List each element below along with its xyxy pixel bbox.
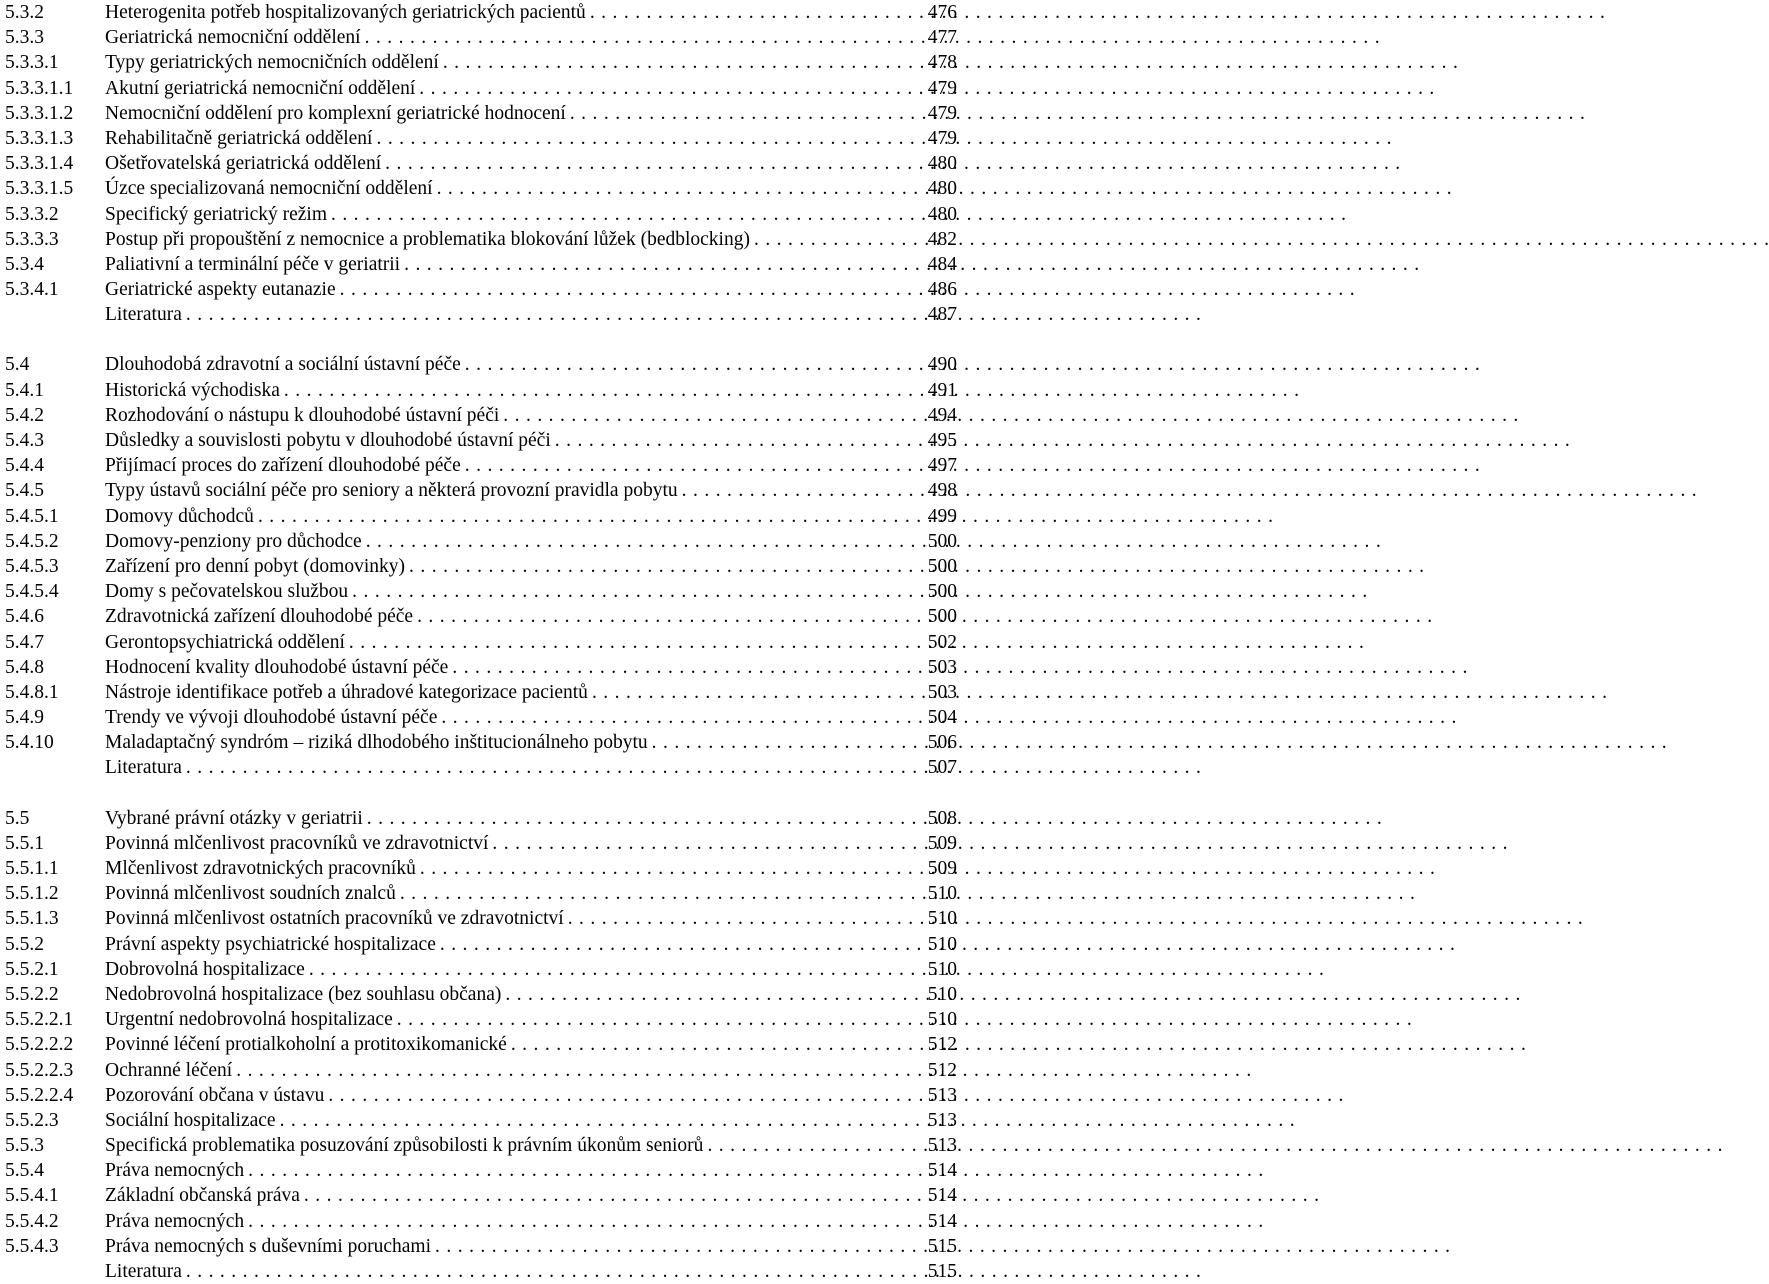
dot-leader xyxy=(366,529,919,554)
toc-entry-page-number: 484 xyxy=(927,253,957,275)
toc-entry xyxy=(5,252,957,277)
toc-entry xyxy=(5,705,957,730)
toc-entry-title: Zdravotnická zařízení dlouhodobé péče xyxy=(105,606,414,628)
dot-leader xyxy=(340,277,919,302)
toc-entry-number: 5.5.2.2.1 xyxy=(5,1009,74,1031)
toc-entry-title: Povinná mlčenlivost pracovníků ve zdravotnictví xyxy=(105,832,489,854)
toc-entry xyxy=(5,906,957,931)
toc-entry-page-number: 486 xyxy=(927,279,957,301)
dot-leader xyxy=(367,806,919,831)
dot-leader xyxy=(331,202,919,227)
toc-entry xyxy=(5,453,957,478)
toc-entry-number: 5.4.7 xyxy=(5,631,44,653)
toc-entry-page-number: 508 xyxy=(927,807,957,829)
toc-entry-title: Akutní geriatrická nemocniční oddělení xyxy=(105,77,416,99)
toc-entry-page-number: 509 xyxy=(927,858,957,879)
toc-entry-number: 5.3.3.1.3 xyxy=(5,127,74,149)
toc-entry-number: 5.4.10 xyxy=(5,732,54,754)
dot-leader xyxy=(248,1209,919,1234)
toc-entry-title: Sociální hospitalizace xyxy=(105,1109,276,1131)
toc-entry xyxy=(5,403,957,428)
toc-entry-title: Zařízení pro denní pobyt (domovinky) xyxy=(105,555,406,577)
toc-entry xyxy=(5,126,957,151)
dot-leader xyxy=(328,1083,919,1108)
toc-entry-number: 5.3.4.1 xyxy=(5,279,59,301)
toc-entry-page-number: 494 xyxy=(927,404,957,426)
toc-entry xyxy=(5,352,957,377)
toc-entry-number: 5.4.5 xyxy=(5,480,44,502)
toc-entry-number: 5.5.4.1 xyxy=(5,1185,59,1207)
toc-entry xyxy=(5,277,957,302)
toc-entry xyxy=(5,76,957,101)
toc-entry-number: 5.3.4 xyxy=(5,253,44,275)
toc-entry-page-number: 510 xyxy=(927,933,957,955)
dot-leader xyxy=(352,579,919,604)
toc-entry-title: Mlčenlivost zdravotnických pracovníků xyxy=(105,858,416,879)
toc-entry-number: 5.3.3.1.4 xyxy=(5,153,74,175)
toc-entry xyxy=(5,478,957,503)
toc-entry-number: 5.3.3 xyxy=(5,27,44,49)
toc-entry-page-number: 497 xyxy=(927,455,957,477)
toc-entry-title: Literatura xyxy=(105,304,182,326)
toc-entry-number: 5.4.1 xyxy=(5,379,44,401)
toc-entry-number: 5.5.4.2 xyxy=(5,1210,59,1232)
toc-entry-page-number: 479 xyxy=(927,127,957,149)
toc-entry-page-number: 513 xyxy=(927,1135,957,1157)
toc-entry-page-number: 480 xyxy=(927,203,957,225)
dot-leader xyxy=(376,126,919,151)
dot-leader xyxy=(385,151,919,176)
toc-entry-title: Práva nemocných s duševními poruchami xyxy=(105,1235,432,1257)
toc-entry-page-number: 480 xyxy=(927,178,957,200)
toc-entry xyxy=(5,1183,957,1208)
toc-entry-page-number: 499 xyxy=(927,505,957,527)
toc-entry xyxy=(5,982,957,1007)
toc-entry-title: Domy s pečovatelskou službou xyxy=(105,581,349,603)
toc-entry-title: Rehabilitačně geriatrická oddělení xyxy=(105,127,373,149)
dot-leader xyxy=(682,478,919,503)
toc-entry-number: 5.5.2.2.2 xyxy=(5,1034,74,1056)
toc-entry-page-number: 507 xyxy=(927,757,957,779)
toc-entry-title: Maladaptačný syndróm – riziká dlhodobého inštitucionálneho pobytu xyxy=(105,732,648,754)
dot-leader xyxy=(505,982,919,1007)
toc-entry xyxy=(5,579,957,604)
toc-entry-title: Dlouhodobá zdravotní a sociální ústavní péče xyxy=(105,354,461,376)
toc-entry-number: 5.4.2 xyxy=(5,404,44,426)
toc-entry-title: Literatura xyxy=(105,757,182,779)
toc-entry-title: Nedobrovolná hospitalizace (bez souhlasu občana) xyxy=(105,983,502,1005)
toc-entry xyxy=(5,1259,957,1284)
toc-entry-page-number: 510 xyxy=(927,983,957,1005)
dot-leader xyxy=(440,932,919,957)
toc-entry-page-number: 491 xyxy=(927,379,957,401)
toc-entry-page-number: 479 xyxy=(927,77,957,99)
toc-entry-title: Přijímací proces do zařízení dlouhodobé péče xyxy=(105,455,461,477)
toc-entry xyxy=(5,1234,957,1259)
dot-leader xyxy=(707,1133,919,1158)
toc-entry-page-number: 515 xyxy=(927,1261,957,1282)
toc-entry-title: Povinná mlčenlivost soudních znalců xyxy=(105,883,396,905)
toc-entry-page-number: 487 xyxy=(927,304,957,326)
toc-entry-number: 5.5.2 xyxy=(5,933,44,955)
toc-entry-page-number: 482 xyxy=(927,228,957,250)
toc-entry-title: Rozhodování o nástupu k dlouhodobé ústavní péči xyxy=(105,404,500,426)
toc-entry xyxy=(5,1108,957,1133)
toc-entry-title: Povinná mlčenlivost ostatních pracovníků ve zdravotnictví xyxy=(105,908,564,930)
toc-entry xyxy=(5,630,957,655)
dot-leader xyxy=(309,957,919,982)
toc-entry xyxy=(5,101,957,126)
toc-entry-title: Nástroje identifikace potřeb a úhradové kategorizace pacientů xyxy=(105,681,588,703)
toc-entry-page-number: 514 xyxy=(927,1185,957,1207)
toc-entry-title: Hodnocení kvality dlouhodobé ústavní péče xyxy=(105,656,449,678)
dot-leader xyxy=(365,25,919,50)
toc-entry xyxy=(5,50,957,75)
toc-entry-number: 5.5 xyxy=(5,807,30,829)
toc-entry xyxy=(5,881,957,906)
dot-leader xyxy=(452,655,919,680)
toc-entry xyxy=(5,554,957,579)
toc-entry-number: 5.4.8 xyxy=(5,656,44,678)
toc-entry-number: 5.4.3 xyxy=(5,430,44,451)
toc-entry xyxy=(5,1209,957,1234)
toc-entry-title: Právní aspekty psychiatrické hospitalizace xyxy=(105,933,436,955)
toc-entry-page-number: 477 xyxy=(927,27,957,49)
toc-entry-page-number: 513 xyxy=(927,1084,957,1106)
toc-entry-title: Postup při propouštění z nemocnice a problematika blokování lůžek (bedblocking) xyxy=(105,228,750,250)
toc-entry-number: 5.4.5.4 xyxy=(5,581,59,603)
toc-entry-title: Geriatrická nemocniční oddělení xyxy=(105,27,361,49)
toc-entry xyxy=(5,227,957,252)
dot-leader xyxy=(441,705,919,730)
dot-leader xyxy=(754,227,919,252)
dot-leader xyxy=(349,630,919,655)
toc-entry-page-number: 478 xyxy=(927,52,957,74)
toc-entry-number: 5.3.3.3 xyxy=(5,228,59,250)
dot-leader xyxy=(248,1158,919,1183)
dot-leader xyxy=(443,50,919,75)
toc-entry-number: 5.3.3.1.1 xyxy=(5,77,74,99)
toc-entry-title: Domovy důchodců xyxy=(105,505,254,527)
toc-entry-page-number: 500 xyxy=(927,606,957,628)
toc-entry-number: 5.4.5.2 xyxy=(5,530,59,552)
toc-entry-number: 5.5.2.2 xyxy=(5,983,59,1005)
dot-leader xyxy=(280,1108,919,1133)
toc-entry-title: Typy geriatrických nemocničních oddělení xyxy=(105,52,439,74)
toc-entry xyxy=(5,1133,957,1158)
dot-leader xyxy=(590,0,919,25)
toc-entry-number: 5.5.1 xyxy=(5,832,44,854)
toc-entry-number: 5.4.8.1 xyxy=(5,681,59,703)
toc-entry-title: Domovy-penziony pro důchodce xyxy=(105,530,362,552)
toc-entry-title: Nemocniční oddělení pro komplexní geriatrické hodnocení xyxy=(105,102,566,124)
toc-entry-page-number: 510 xyxy=(927,908,957,930)
toc-entry-page-number: 513 xyxy=(927,1109,957,1131)
toc-entry-page-number: 510 xyxy=(927,1009,957,1031)
toc-entry xyxy=(5,1032,957,1057)
toc-entry-title: Historická východiska xyxy=(105,379,280,401)
dot-leader xyxy=(258,504,919,529)
toc-entry-title: Heterogenita potřeb hospitalizovaných geriatrických pacientů xyxy=(105,2,586,23)
toc-entry xyxy=(5,302,957,327)
toc-entry-page-number: 515 xyxy=(927,1235,957,1257)
toc-entry xyxy=(5,604,957,629)
toc-entry-page-number: 514 xyxy=(927,1160,957,1182)
toc-entry xyxy=(5,428,957,453)
toc-entry-title: Urgentní nedobrovolná hospitalizace xyxy=(105,1009,393,1031)
dot-leader xyxy=(492,831,919,856)
toc-entry-number: 5.5.1.3 xyxy=(5,908,59,930)
toc-entry-number: 5.5.2.3 xyxy=(5,1109,59,1131)
toc-entry-page-number: 502 xyxy=(927,631,957,653)
toc-entry-page-number: 504 xyxy=(927,707,957,729)
dot-leader xyxy=(568,906,919,931)
toc-entry-page-number: 500 xyxy=(927,530,957,552)
dot-leader xyxy=(236,1058,919,1083)
dot-leader xyxy=(420,856,919,881)
dot-leader xyxy=(555,428,919,453)
toc-entry xyxy=(5,529,957,554)
toc-entry-page-number: 480 xyxy=(927,153,957,175)
toc-entry-title: Pozorování občana v ústavu xyxy=(105,1084,325,1106)
toc-entry-number: 5.5.4.3 xyxy=(5,1235,59,1257)
toc-entry-page-number: 510 xyxy=(927,958,957,980)
toc-entry-number: 5.4.9 xyxy=(5,707,44,729)
toc-entry-title: Geriatrické aspekty eutanazie xyxy=(105,279,336,301)
toc-entry-page-number: 509 xyxy=(927,832,957,854)
toc-entry-number: 5.4.4 xyxy=(5,455,44,477)
toc-entry-title: Literatura xyxy=(105,1261,182,1282)
dot-leader xyxy=(465,352,919,377)
toc-entry xyxy=(5,378,957,403)
toc-entry-page-number: 512 xyxy=(927,1059,957,1081)
toc-entry-number: 5.4.6 xyxy=(5,606,44,628)
toc-entry-number: 5.5.1.2 xyxy=(5,883,59,905)
toc-entry-page-number: 476 xyxy=(927,2,957,23)
toc-entry-number: 5.5.4 xyxy=(5,1160,44,1182)
toc-entry xyxy=(5,1058,957,1083)
toc-entry xyxy=(5,504,957,529)
toc-entry-number: 5.4 xyxy=(5,354,30,376)
toc-entry-page-number: 514 xyxy=(927,1210,957,1232)
dot-leader xyxy=(397,1007,919,1032)
toc-entry xyxy=(5,1158,957,1183)
dot-leader xyxy=(419,76,919,101)
toc-entry-number: 5.5.2.1 xyxy=(5,958,59,980)
toc-entry-number: 5.3.2 xyxy=(5,2,44,23)
toc-entry-title: Povinné léčení protialkoholní a protitoxikomanické xyxy=(105,1034,507,1056)
table-of-contents xyxy=(5,0,957,1284)
toc-entry-page-number: 510 xyxy=(927,883,957,905)
dot-leader xyxy=(465,453,919,478)
toc-entry xyxy=(5,0,957,25)
toc-entry-page-number: 479 xyxy=(927,102,957,124)
toc-entry-page-number: 498 xyxy=(927,480,957,502)
dot-leader xyxy=(409,554,919,579)
toc-entry-number: 5.5.3 xyxy=(5,1135,44,1157)
toc-entry-title: Dobrovolná hospitalizace xyxy=(105,958,305,980)
toc-entry xyxy=(5,730,957,755)
dot-leader xyxy=(284,378,919,403)
toc-entry-title: Gerontopsychiatrická oddělení xyxy=(105,631,345,653)
dot-leader xyxy=(652,730,919,755)
toc-entry-title: Ošetřovatelská geriatrická oddělení xyxy=(105,153,382,175)
toc-entry-title: Trendy ve vývoji dlouhodobé ústavní péče xyxy=(105,707,438,729)
toc-entry xyxy=(5,680,957,705)
toc-entry-title: Důsledky a souvislosti pobytu v dlouhodobé ústavní péči xyxy=(105,430,551,451)
dot-leader xyxy=(417,604,919,629)
toc-entry-number: 5.3.3.1.2 xyxy=(5,102,74,124)
toc-entry-title: Vybrané právní otázky v geriatrii xyxy=(105,807,363,829)
toc-entry-title: Ochranné léčení xyxy=(105,1059,233,1081)
toc-entry xyxy=(5,151,957,176)
dot-leader xyxy=(592,680,919,705)
toc-entry-page-number: 490 xyxy=(927,354,957,376)
dot-leader xyxy=(186,755,919,780)
toc-entry-title: Práva nemocných xyxy=(105,1210,245,1232)
toc-entry-number: 5.4.5.3 xyxy=(5,555,59,577)
toc-entry-page-number: 512 xyxy=(927,1034,957,1056)
dot-leader xyxy=(570,101,919,126)
toc-entry-title: Typy ústavů sociální péče pro seniory a některá provozní pravidla pobytu xyxy=(105,480,678,502)
toc-entry-title: Specifický geriatrický režim xyxy=(105,203,327,225)
dot-leader xyxy=(503,403,919,428)
toc-entry xyxy=(5,932,957,957)
toc-entry xyxy=(5,957,957,982)
dot-leader xyxy=(435,1234,919,1259)
toc-entry xyxy=(5,831,957,856)
toc-entry-number: 5.5.2.2.4 xyxy=(5,1084,74,1106)
dot-leader xyxy=(437,176,919,201)
toc-entry xyxy=(5,1007,957,1032)
toc-entry-number: 5.3.3.1 xyxy=(5,52,59,74)
toc-entry-page-number: 500 xyxy=(927,581,957,603)
toc-entry-page-number: 500 xyxy=(927,555,957,577)
toc-entry-page-number: 503 xyxy=(927,656,957,678)
toc-entry xyxy=(5,655,957,680)
toc-entry-number: 5.3.3.2 xyxy=(5,203,59,225)
toc-entry xyxy=(5,1083,957,1108)
toc-entry xyxy=(5,856,957,881)
toc-entry-number: 5.5.1.1 xyxy=(5,858,59,879)
toc-entry xyxy=(5,25,957,50)
dot-leader xyxy=(304,1183,919,1208)
dot-leader xyxy=(400,881,919,906)
dot-leader xyxy=(404,252,919,277)
toc-entry xyxy=(5,806,957,831)
toc-entry xyxy=(5,755,957,780)
toc-entry-number: 5.5.2.2.3 xyxy=(5,1059,74,1081)
dot-leader xyxy=(186,1259,919,1284)
toc-entry-number: 5.4.5.1 xyxy=(5,505,59,527)
toc-entry-page-number: 506 xyxy=(927,732,957,754)
toc-entry-page-number: 503 xyxy=(927,681,957,703)
dot-leader xyxy=(511,1032,919,1057)
toc-entry-title: Práva nemocných xyxy=(105,1160,245,1182)
toc-entry-title: Specifická problematika posuzování způsobilosti k právním úkonům seniorů xyxy=(105,1135,704,1157)
dot-leader xyxy=(186,302,919,327)
toc-entry-title: Paliativní a terminální péče v geriatrii xyxy=(105,253,401,275)
toc-entry xyxy=(5,202,957,227)
toc-entry-number: 5.3.3.1.5 xyxy=(5,178,74,200)
toc-entry-title: Základní občanská práva xyxy=(105,1185,300,1207)
toc-entry xyxy=(5,176,957,201)
toc-entry-title: Úzce specializovaná nemocniční oddělení xyxy=(105,178,433,200)
toc-entry-page-number: 495 xyxy=(927,430,957,451)
